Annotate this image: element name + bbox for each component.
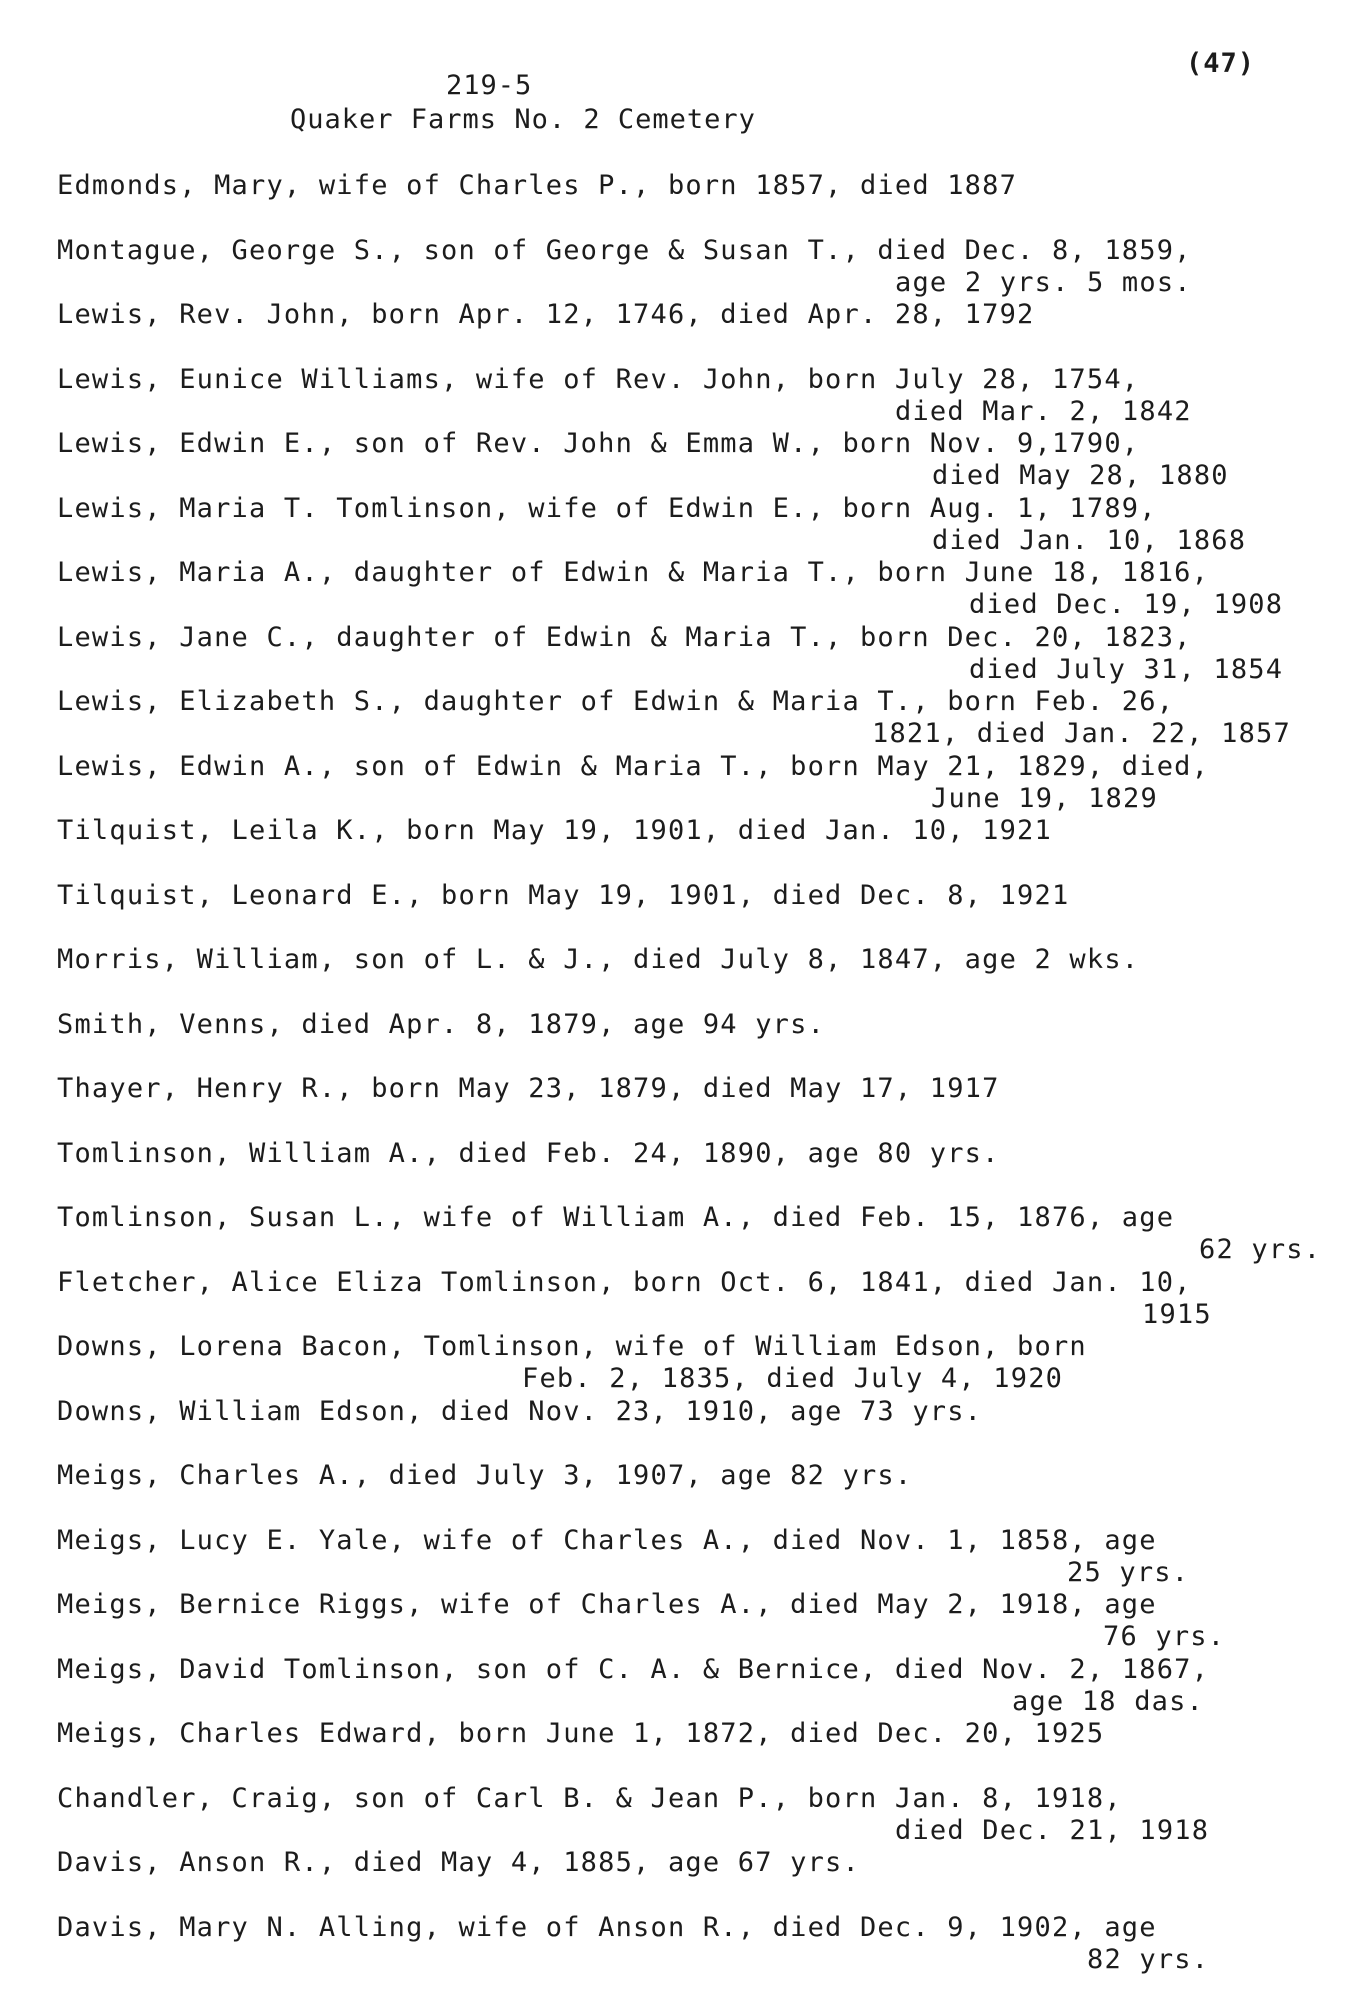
entry-line-1: Fletcher, Alice Eliza Tomlinson, born Oct. 6, 1841, died Jan. 10, <box>57 1266 1192 1298</box>
burial-entry <box>57 1525 1347 1590</box>
burial-entry <box>57 622 1347 687</box>
burial-entry <box>57 428 1347 493</box>
entry-line-1: Meigs, Lucy E. Yale, wife of Charles A., died Nov. 1, 1858, age <box>57 1524 1157 1556</box>
burial-entry <box>57 1912 1347 1977</box>
entry-line-1: Lewis, Edwin A., son of Edwin & Maria T., born May 21, 1829, died, <box>57 750 1210 782</box>
entry-line-1: Smith, Venns, died Apr. 8, 1879, age 94 yrs. <box>57 1008 826 1040</box>
entry-line-2: died May 28, 1880 <box>932 460 1229 491</box>
cemetery-title: Quaker Farms No. 2 Cemetery <box>290 104 756 135</box>
page-number: (47) <box>1186 48 1256 79</box>
burial-entry <box>57 235 1347 300</box>
entry-line-1: Montague, George S., son of George & Susan T., died Dec. 8, 1859, <box>57 234 1192 266</box>
entry-line-1: Downs, William Edson, died Nov. 23, 1910, age 73 yrs. <box>57 1395 983 1427</box>
entry-line-2: age 2 yrs. 5 mos. <box>895 266 1192 298</box>
entry-line-2: died Mar. 2, 1842 <box>895 395 1192 427</box>
entry-line-1: Lewis, Edwin E., son of Rev. John & Emma W., born Nov. 9,1790, <box>57 428 1140 459</box>
entry-line-1: Meigs, Bernice Riggs, wife of Charles A., died May 2, 1918, age <box>57 1589 1157 1620</box>
entry-line-1: Tilquist, Leonard E., born May 19, 1901, died Dec. 8, 1921 <box>57 879 1070 911</box>
burial-entry <box>57 686 1347 751</box>
burial-entry <box>57 299 1347 364</box>
entry-line-1: Thayer, Henry R., born May 23, 1879, died May 17, 1917 <box>57 1073 1000 1104</box>
entry-line-1: Meigs, Charles A., died July 3, 1907, age 82 yrs. <box>57 1460 913 1491</box>
entry-line-1: Morris, William, son of L. & J., died July 8, 1847, age 2 wks. <box>57 944 1140 975</box>
burial-entry <box>57 1654 1347 1719</box>
entry-line-1: Lewis, Maria T. Tomlinson, wife of Edwin E., born Aug. 1, 1789, <box>57 492 1157 524</box>
entry-line-1: Chandler, Craig, son of Carl B. & Jean P., born Jan. 8, 1918, <box>57 1782 1122 1814</box>
burial-entry <box>57 880 1347 945</box>
entry-line-1: Lewis, Eunice Williams, wife of Rev. John, born July 28, 1754, <box>57 363 1140 395</box>
entry-line-1: Meigs, Charles Edward, born June 1, 1872, died Dec. 20, 1925 <box>57 1718 1105 1749</box>
burial-entry <box>57 944 1347 1009</box>
entry-line-2: died Dec. 21, 1918 <box>895 1814 1210 1846</box>
burial-entry <box>57 1267 1347 1332</box>
entry-line-2: died Dec. 19, 1908 <box>969 589 1284 620</box>
burial-entry <box>57 1396 1347 1461</box>
entry-line-2: 82 yrs. <box>1087 1943 1210 1975</box>
burial-entries <box>57 170 1347 1976</box>
burial-entry <box>57 493 1347 558</box>
entry-line-1: Lewis, Jane C., daughter of Edwin & Maria T., born Dec. 20, 1823, <box>57 621 1192 653</box>
burial-entry <box>57 1331 1347 1396</box>
entry-line-1: Tomlinson, Susan L., wife of William A., died Feb. 15, 1876, age <box>57 1202 1175 1233</box>
entry-line-1: Meigs, David Tomlinson, son of C. A. & Bernice, died Nov. 2, 1867, <box>57 1653 1210 1685</box>
entry-line-2: June 19, 1829 <box>931 782 1158 814</box>
entry-line-1: Lewis, Maria A., daughter of Edwin & Maria T., born June 18, 1816, <box>57 557 1210 588</box>
entry-line-1: Davis, Mary N. Alling, wife of Anson R., died Dec. 9, 1902, age <box>57 1911 1157 1943</box>
burial-entry <box>57 170 1347 235</box>
entry-line-2: Feb. 2, 1835, died July 4, 1920 <box>522 1363 1064 1394</box>
entry-line-1: Downs, Lorena Bacon, Tomlinson, wife of William Edson, born <box>57 1331 1087 1362</box>
entry-line-1: Lewis, Rev. John, born Apr. 12, 1746, died Apr. 28, 1792 <box>57 299 1035 330</box>
entry-line-2: 25 yrs. <box>1067 1556 1190 1588</box>
burial-entry <box>57 1073 1347 1138</box>
entry-line-1: Tilquist, Leila K., born May 19, 1901, died Jan. 10, 1921 <box>57 815 1052 846</box>
burial-entry <box>57 557 1347 622</box>
entry-line-1: Lewis, Elizabeth S., daughter of Edwin & Maria T., born Feb. 26, <box>57 686 1175 717</box>
entry-line-2: 76 yrs. <box>1103 1621 1226 1652</box>
entry-line-2: died Jan. 10, 1868 <box>932 524 1247 556</box>
entry-line-2: 1915 <box>1142 1298 1212 1330</box>
burial-entry <box>57 1202 1347 1267</box>
burial-entry <box>57 1718 1347 1783</box>
burial-entry <box>57 815 1347 880</box>
burial-entry <box>57 1138 1347 1203</box>
burial-entry <box>57 1847 1347 1912</box>
entry-line-2: age 18 das. <box>1012 1685 1205 1717</box>
burial-entry <box>57 751 1347 816</box>
entry-line-1: Davis, Anson R., died May 4, 1885, age 67 yrs. <box>57 1847 860 1878</box>
burial-entry <box>57 1783 1347 1848</box>
entry-line-2: 1821, died Jan. 22, 1857 <box>872 718 1291 749</box>
record-code: 219-5 <box>446 70 533 101</box>
entry-line-2: 62 yrs. <box>1199 1234 1322 1265</box>
burial-entry <box>57 1589 1347 1654</box>
entry-line-2: died July 31, 1854 <box>969 653 1284 685</box>
entry-line-1: Edmonds, Mary, wife of Charles P., born 1857, died 1887 <box>57 170 1018 201</box>
burial-entry <box>57 1460 1347 1525</box>
entry-line-1: Tomlinson, William A., died Feb. 24, 1890, age 80 yrs. <box>57 1137 1000 1169</box>
burial-entry <box>57 364 1347 429</box>
burial-entry <box>57 1009 1347 1074</box>
